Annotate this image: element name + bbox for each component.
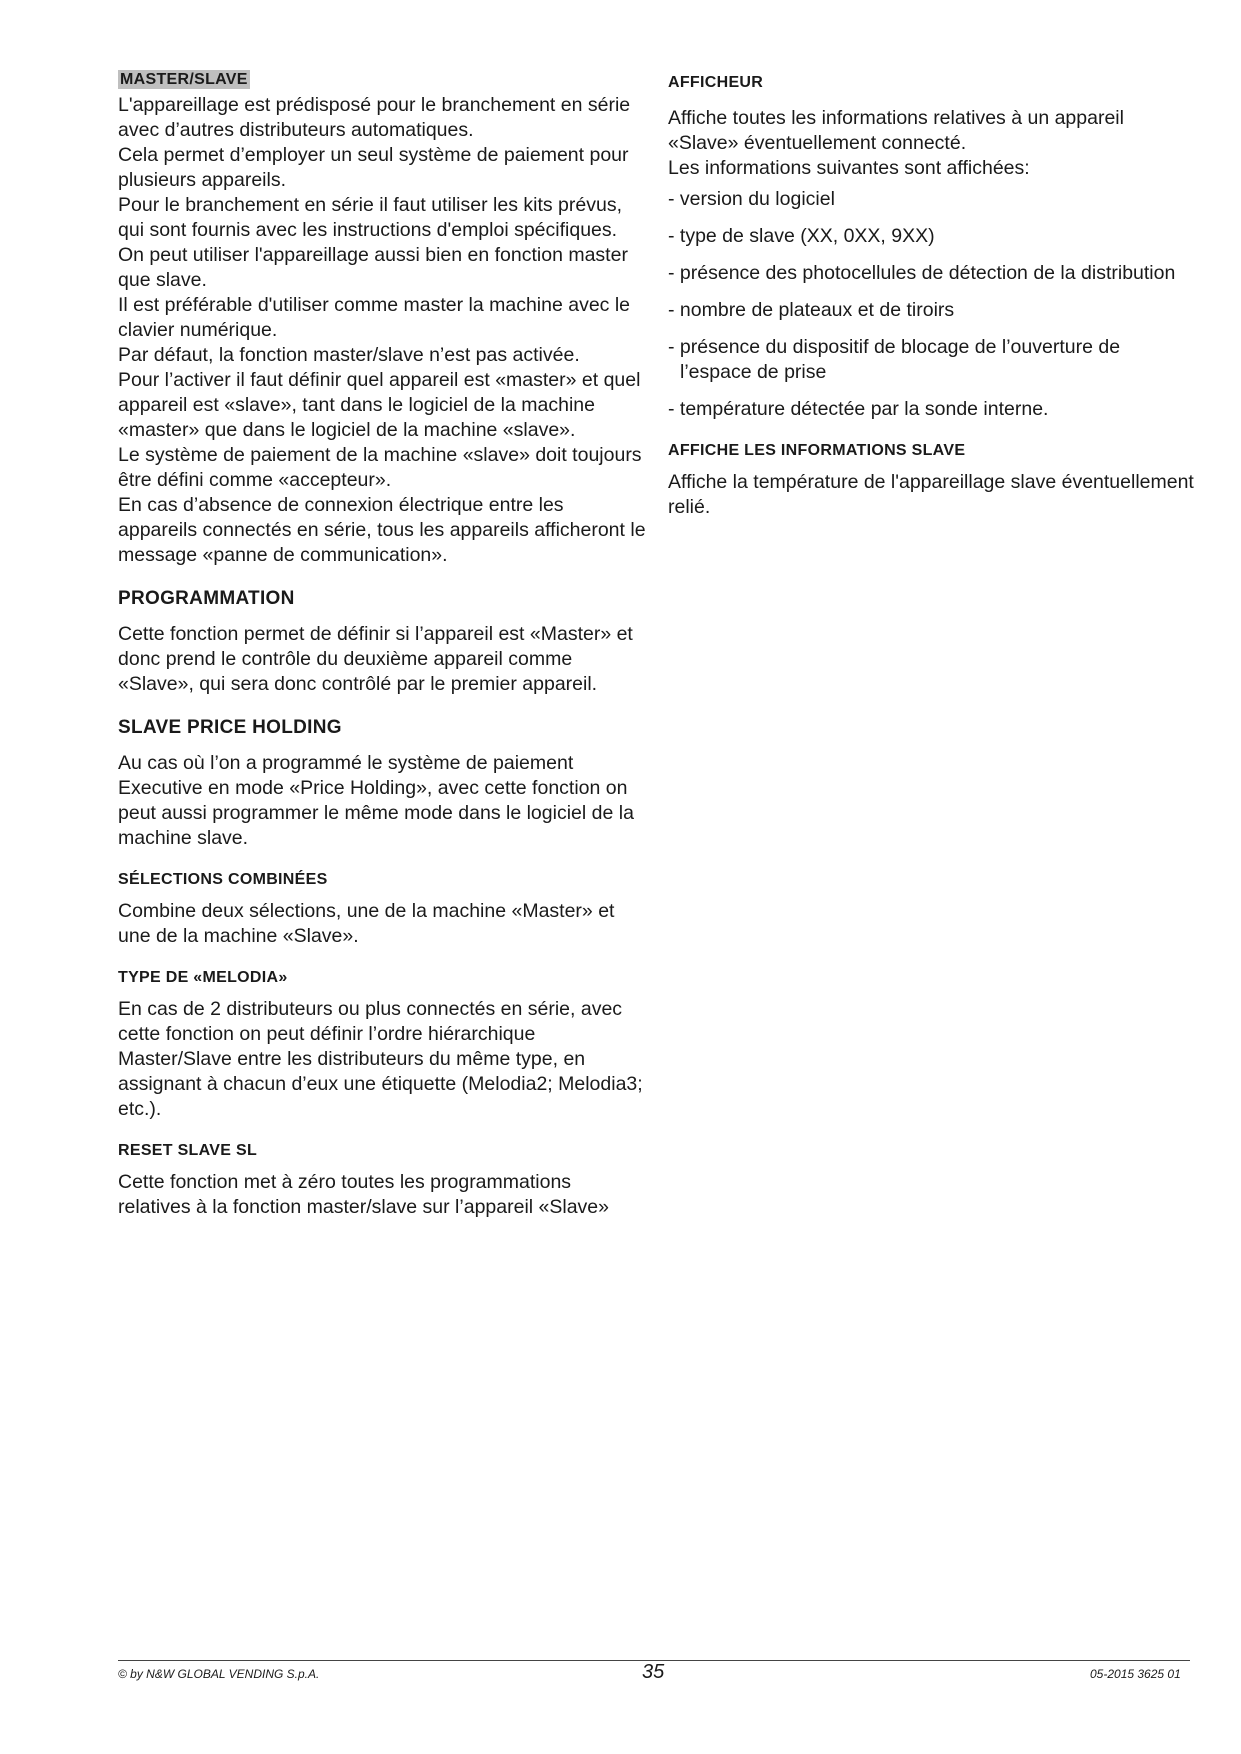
section-type-melodia [118,969,646,1122]
page-number: 35 [642,1661,665,1683]
left-column [118,70,646,1240]
right-column [668,70,1196,540]
paragraph: Par défaut, la fonction master/slave n’est pas activée. [118,344,580,366]
section-heading: AFFICHEUR [668,74,764,91]
paragraph: Combine deux sélections, une de la machine «Master» et une de la machine «Slave». [118,900,615,947]
list-item: - version du logiciel [668,188,835,210]
section-heading: SÉLECTIONS COMBINÉES [118,871,328,888]
paragraph: Affiche la température de l'appareillage slave éventuellement relié. [668,471,1194,518]
section-selections-combinees [118,871,646,949]
paragraph: Affiche toutes les informations relatives à un appareil «Slave» éventuellement connecté. [668,107,1124,154]
paragraph: Pour le branchement en série il faut utiliser les kits prévus, qui sont fournis avec les instructions d'emploi spécifiques. [118,194,622,241]
paragraph: Le système de paiement de la machine «slave» doit toujours être défini comme «accepteur». [118,444,642,491]
paragraph: En cas de 2 distributeurs ou plus connectés en série, avec cette fonction on peut définir l’ordre hiérarchique Master/Slave entre les distributeurs du même type, en assignant à chacun d’eux une étiquette (Melodia2; Melodia3; etc.). [118,998,643,1120]
paragraph: On peut utiliser l'appareillage aussi bien en fonction master que slave. [118,244,628,291]
paragraph: Cette fonction permet de définir si l’appareil est «Master» et donc prend le contrôle du deuxième appareil comme «Slave», qui sera donc contrôlé par le premier appareil. [118,623,633,695]
footer-copyright: © by N&W GLOBAL VENDING S.p.A. [118,1667,320,1681]
paragraph: Cette fonction met à zéro toutes les programmations relatives à la fonction master/slave sur l’appareil «Slave» [118,1171,609,1218]
section-afficheur [668,74,1196,422]
paragraph: Les informations suivantes sont affichées: [668,157,1030,179]
paragraph: L'appareillage est prédisposé pour le branchement en série avec d’autres distributeurs automatiques. [118,94,631,141]
list-item: - nombre de plateaux et de tiroirs [668,299,955,321]
section-body [118,93,646,568]
paragraph: Au cas où l’on a programmé le système de paiement Executive en mode «Price Holding», avec cette fonction on peut aussi programmer le même mode dans le logiciel de la machine slave. [118,752,634,849]
paragraph: En cas d’absence de connexion électrique entre les appareils connectés en série, tous les appareils afficheront le message «panne de communication». [118,494,646,566]
section-heading: AFFICHE LES INFORMATIONS SLAVE [668,442,966,459]
paragraph: Il est préférable d'utiliser comme master la machine avec le clavier numérique. [118,294,631,341]
paragraph: Pour l’activer il faut définir quel appareil est «master» et quel appareil est «slave», tant dans le logiciel de la machine «master» que dans le logiciel de la machine «slave». [118,369,641,441]
section-slave-price-holding [118,717,646,851]
list-item: - type de slave (XX, 0XX, 9XX) [668,225,935,247]
section-heading: PROGRAMMATION [118,588,295,609]
section-heading: SLAVE PRICE HOLDING [118,717,342,738]
section-heading: MASTER/SLAVE [120,71,248,88]
section-affiche-informations-slave [668,442,1196,520]
list-item: - présence des photocellules de détection de la distribution [668,262,1176,284]
paragraph: Cela permet d’employer un seul système de paiement pour plusieurs appareils. [118,144,629,191]
section-master-slave [118,70,646,568]
section-heading: RESET SLAVE SL [118,1142,258,1159]
info-list [668,187,1196,422]
section-reset-slave [118,1142,646,1220]
list-item: - température détectée par la sonde interne. [668,398,1049,420]
section-heading: TYPE DE «MELODIA» [118,969,288,986]
list-item: - présence du dispositif de blocage de l’ouverture de l’espace de prise [668,336,1121,383]
section-programmation [118,588,646,697]
footer-doc-code: 05-2015 3625 01 [1090,1667,1181,1681]
